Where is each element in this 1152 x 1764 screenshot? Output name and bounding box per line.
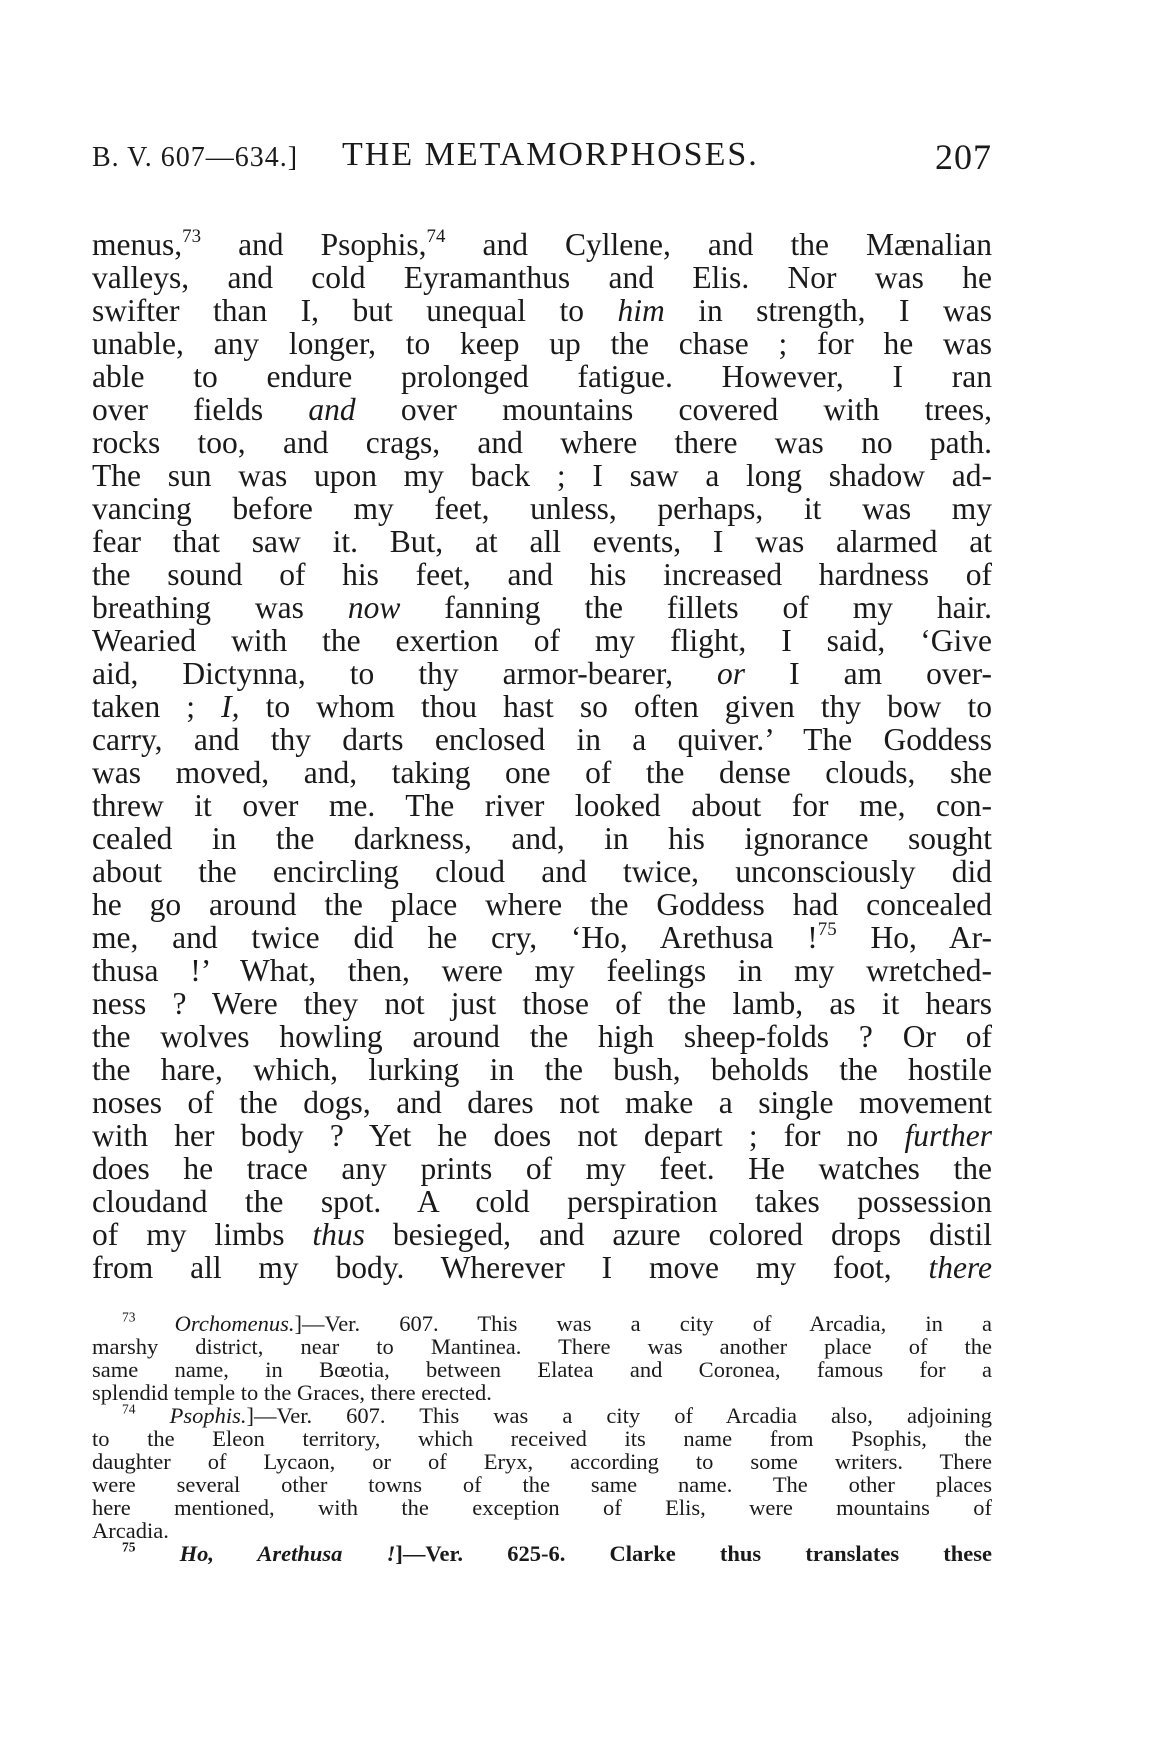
footnote-line: to the Eleon territory, which received its name from Psophis, the — [92, 1426, 992, 1451]
text-line: thusa !’ What, then, were my feelings in my wretched- — [92, 953, 992, 988]
text-line: cealed in the darkness, and, in his ignorance sought — [92, 821, 992, 856]
text-line: menus,$^{73}$ and Psophis,$^{74}$ and Cyllene, and the Mænalian — [92, 225, 992, 262]
footnote-73 — [92, 1309, 993, 1405]
text-line: swifter than I, but unequal to him in strength, I was — [92, 293, 992, 328]
footnote-ref: 74 — [426, 225, 446, 247]
footnote-line: same name, in Bœotia, between Elatea and Coronea, famous for a — [92, 1357, 992, 1382]
text-line: me, and twice did he cry, ‘Ho, Arethusa !$^{75}$ Ho, Ar- — [92, 918, 992, 955]
main-text — [92, 225, 992, 1285]
text-line: unable, any longer, to keep up the chase ; for he was — [92, 326, 992, 361]
footnote-line: daughter of Lycaon, or of Eryx, according to some writers. There — [92, 1449, 992, 1474]
footnote-line: $^{73}$ Orchomenus.]—Ver. 607. This was a city of Arcadia, in a — [122, 1309, 993, 1336]
text-line: fear that saw it. But, at all events, I was alarmed at — [92, 524, 992, 559]
footnote-line: Arcadia. — [92, 1518, 169, 1543]
text-line: was moved, and, taking one of the dense clouds, she — [92, 755, 992, 790]
text-line: Wearied with the exertion of my flight, I said, ‘Give — [92, 623, 992, 658]
text-line: rocks too, and crags, and where there was no path. — [92, 425, 992, 460]
text-line: the sound of his feet, and his increased hardness of — [92, 557, 992, 592]
text-line: noses of the dogs, and dares not make a single movement — [92, 1085, 992, 1120]
text-line: ness ? Were they not just those of the lamb, as it hears — [92, 986, 992, 1021]
footnote-line: were several other towns of the same name. The other places — [92, 1472, 992, 1497]
footnotes — [92, 1309, 993, 1566]
footnote-ref: 73 — [182, 225, 202, 247]
text-line: from all my body. Wherever I move my foot, there — [92, 1250, 992, 1285]
text-line: the wolves howling around the high sheep-folds ? Or of — [92, 1019, 992, 1054]
text-line: taken ; I, to whom thou hast so often given thy bow to — [92, 689, 992, 724]
text-line: valleys, and cold Eyramanthus and Elis. Nor was he — [92, 260, 992, 295]
text-line: does he trace any prints of my feet. He watches the — [92, 1151, 992, 1186]
footnote-line: $^{75}$ Ho, Arethusa !]—Ver. 625-6. Clarke thus translates these — [122, 1539, 992, 1566]
text-line: vancing before my feet, unless, perhaps, it was my — [92, 491, 992, 526]
text-line: about the encircling cloud and twice, unconsciously did — [92, 854, 992, 889]
footnote-line: here mentioned, with the exception of Elis, were mountains of — [92, 1495, 992, 1520]
text-line: he go around the place where the Goddess had concealed — [92, 887, 992, 922]
text-line: threw it over me. The river looked about for me, con- — [92, 788, 992, 823]
footnote-ref: 75 — [817, 918, 837, 940]
text-line: The sun was upon my back ; I saw a long shadow ad- — [92, 458, 992, 493]
page-number: 207 — [935, 137, 992, 177]
running-title: THE METAMORPHOSES. — [342, 136, 759, 173]
text-line: over fields and over mountains covered with trees, — [92, 392, 992, 427]
book-page — [92, 136, 992, 1565]
text-line: carry, and thy darts enclosed in a quiver.’ The Goddess — [92, 722, 992, 757]
running-header — [92, 136, 992, 186]
footnote-line: splendid temple to the Graces, there erected. — [92, 1380, 492, 1405]
book-verse-reference: B. V. 607—634.] — [92, 142, 299, 173]
text-line: of my limbs thus besieged, and azure colored drops distil — [92, 1217, 992, 1252]
footnote-line: marshy district, near to Mantinea. There was another place of the — [92, 1334, 992, 1359]
text-line: breathing was now fanning the fillets of my hair. — [92, 590, 992, 625]
text-line: the hare, which, lurking in the bush, beholds the hostile — [92, 1052, 992, 1087]
footnote-74 — [92, 1401, 992, 1543]
footnote-line: $^{74}$ Psophis.]—Ver. 607. This was a city of Arcadia also, adjoining — [122, 1401, 992, 1428]
text-line: with her body ? Yet he does not depart ; for no further — [92, 1118, 992, 1153]
text-line: able to endure prolonged fatigue. However, I ran — [92, 359, 992, 394]
footnote-75 — [92, 1539, 992, 1566]
text-line: cloudand the spot. A cold perspiration takes possession — [92, 1184, 992, 1219]
text-line: aid, Dictynna, to thy armor-bearer, or I am over- — [92, 656, 992, 691]
